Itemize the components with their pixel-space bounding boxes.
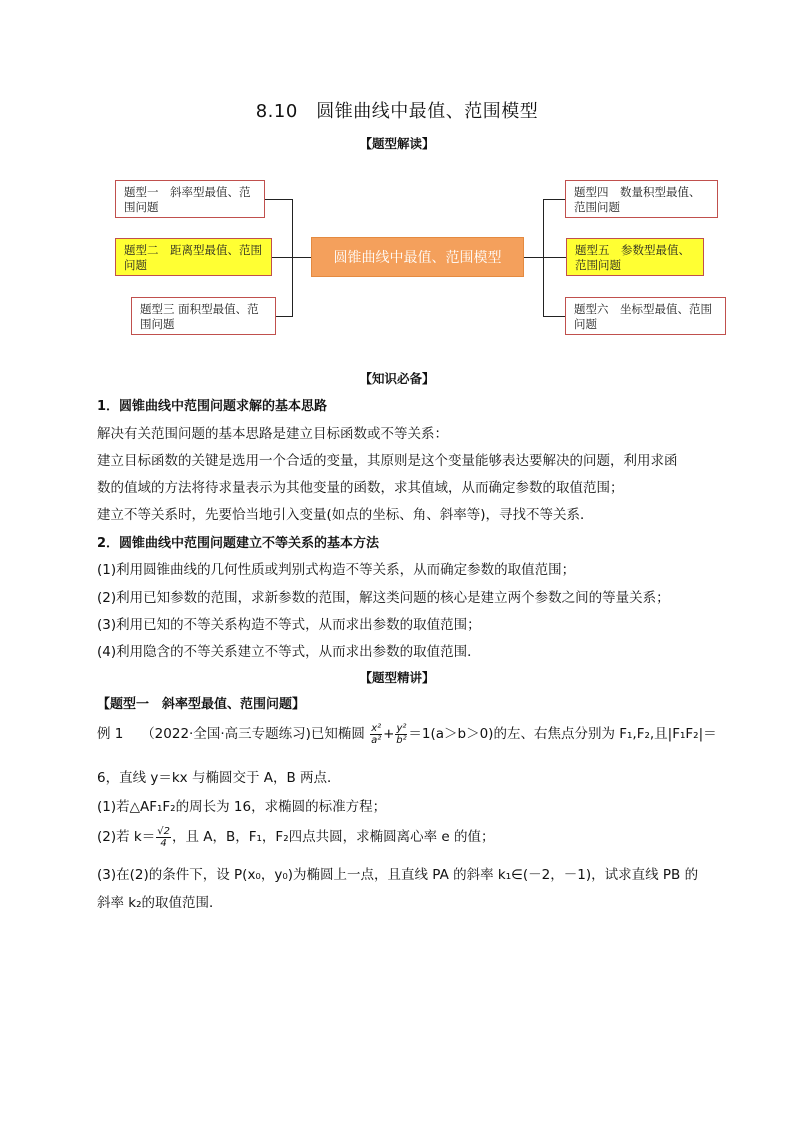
left-trunk-line	[292, 199, 293, 317]
question-2: (2)若 k＝ $\frac{√2}{4}$ ，且 A，B，F₁，F₂四点共圆，求椭圆离心率 e 的值；	[97, 825, 495, 849]
example-label: 例 1	[97, 726, 124, 742]
left-branch-1-line	[265, 199, 293, 200]
mindmap-node-type6: 题型六 坐标型最值、范围问题	[565, 297, 726, 335]
s1-paragraph-2a: 建立目标函数的关键是选用一个合适的变量，其原则是这个变量能够表达要解决的问题，利用求函	[97, 453, 678, 469]
s1-paragraph-1: 解决有关范围问题的基本思路是建立目标函数或不等关系：	[97, 426, 448, 442]
question-1: (1)若△AF₁F₂的周长为 16，求椭圆的标准方程；	[97, 799, 387, 815]
mindmap-node-type3: 题型三 面积型最值、范围问题	[131, 297, 276, 335]
example1-line1	[97, 722, 717, 746]
s2-item-3: (3)利用已知的不等关系构造不等式，从而求出参数的取值范围；	[97, 617, 481, 633]
fraction-x2-a2: $\frac{\text{x²}}{\text{a²}}$	[371, 722, 382, 746]
s2-item-4: (4)利用隐含的不等关系建立不等式，从而求出参数的取值范围．	[97, 644, 481, 660]
right-branch-1-line	[543, 199, 565, 200]
plus-sign: +	[383, 726, 395, 742]
example-source: （2022·全国·高三专题练习)已知椭圆	[141, 726, 365, 742]
right-trunk-line	[543, 199, 544, 317]
s2-item-1: (1)利用圆锥曲线的几何性质或判别式构造不等关系，从而确定参数的取值范围；	[97, 562, 576, 578]
s1-paragraph-2b: 数的值域的方法将待求量表示为其他变量的函数，求其值域，从而确定参数的取值范围；	[97, 480, 624, 496]
page-title: 8.10 圆锥曲线中最值、范围模型	[255, 101, 539, 122]
fraction-sqrt2-4: $\frac{√2}{4}$	[157, 825, 170, 849]
section-label-jiedu: 【题型解读】	[359, 136, 435, 151]
example-eq-tail: ＝1(a＞b＞0)的左、右焦点分别为 F₁,F₂,且|F₁F₂|＝	[408, 726, 717, 742]
section-label-zhishi: 【知识必备】	[359, 371, 435, 386]
type1-heading: 【题型一 斜率型最值、范围问题】	[97, 697, 306, 712]
right-branch-center-line	[524, 257, 566, 258]
mindmap-node-type5: 题型五 参数型最值、范围问题	[566, 238, 704, 276]
section-2-heading: 2．圆锥曲线中范围问题建立不等关系的基本方法	[97, 536, 380, 551]
question-3a: (3)在(2)的条件下，设 P(x₀，y₀)为椭圆上一点，且直线 PA 的斜率 k₁∈(－2，－1)，试求直线 PB 的	[97, 867, 699, 883]
right-branch-3-line	[543, 316, 565, 317]
mindmap-center-node: 圆锥曲线中最值、范围模型	[311, 237, 524, 277]
s1-paragraph-3: 建立不等关系时，先要恰当地引入变量(如点的坐标、角、斜率等)，寻找不等关系．	[97, 507, 594, 523]
section-1-heading: 1．圆锥曲线中范围问题求解的基本思路	[97, 399, 328, 414]
left-branch-3-line	[276, 316, 293, 317]
s2-item-2: (2)利用已知参数的范围，求新参数的范围，解这类问题的核心是建立两个参数之间的等量关系；	[97, 590, 670, 606]
fraction-y2-b2: $\frac{\text{y²}}{\text{b²}}$	[396, 722, 407, 746]
mindmap-node-type1: 题型一 斜率型最值、范围问题	[115, 180, 265, 218]
section-label-jingjiang: 【题型精讲】	[359, 670, 435, 685]
left-branch-2-line	[272, 257, 312, 258]
question-3b: 斜率 k₂的取值范围．	[97, 895, 223, 911]
example1-line2: 6，直线 y＝kx 与椭圆交于 A，B 两点．	[97, 770, 341, 786]
mindmap-node-type4: 题型四 数量积型最值、范围问题	[565, 180, 718, 218]
mindmap-node-type2: 题型二 距离型最值、范围问题	[115, 238, 272, 276]
